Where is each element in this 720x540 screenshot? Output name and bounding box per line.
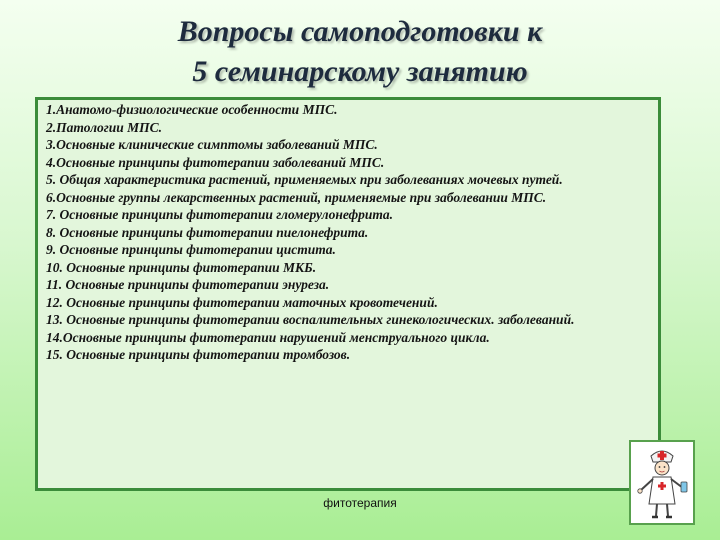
question-item-2: 2.Патологии МПС. bbox=[46, 119, 163, 135]
nurse-with-medical-cross-icon bbox=[629, 440, 695, 525]
question-item-5: 5. Общая характеристика растений, применяемых при заболеваниях мочевых путей. bbox=[46, 172, 563, 187]
footer-label: фитотерапия bbox=[323, 496, 397, 510]
question-item-1: 1.Анатомо-физиологические особенности МПС. bbox=[46, 102, 338, 117]
questions-box bbox=[35, 97, 661, 491]
question-item-10: 10. Основные принципы фитотерапии МКБ. bbox=[46, 259, 317, 275]
slide-title bbox=[40, 12, 680, 92]
question-item-12: 12. Основные принципы фитотерапии маточных кровотечений. bbox=[46, 294, 438, 310]
question-item-11: 11. Основные принципы фитотерапии энуреза. bbox=[46, 277, 330, 292]
question-item-3: 3.Основные клинические симптомы заболеваний МПС. bbox=[46, 137, 378, 152]
question-item-4: 4.Основные принципы фитотерапии заболеваний МПС. bbox=[46, 154, 385, 170]
question-item-14: 14.Основные принципы фитотерапии нарушений менструального цикла. bbox=[46, 329, 490, 345]
question-item-9: 9. Основные принципы фитотерапии цистита. bbox=[46, 242, 336, 257]
questions-list bbox=[46, 101, 650, 364]
slide-title-line-1: Вопросы самоподготовки к bbox=[177, 15, 543, 48]
question-item-13: 13. Основные принципы фитотерапии воспалительных гинекологических. заболеваний. bbox=[46, 312, 575, 327]
question-item-15: 15. Основные принципы фитотерапии тромбозов. bbox=[46, 347, 351, 362]
question-item-8: 8. Основные принципы фитотерапии пиелонефрита. bbox=[46, 224, 369, 240]
question-item-6: 6.Основные группы лекарственных растений, применяемые при заболевании МПС. bbox=[46, 189, 547, 205]
slide-title-line-2: 5 семинарскому занятию bbox=[192, 55, 528, 88]
question-item-7: 7. Основные принципы фитотерапии гломерулонефрита. bbox=[46, 207, 394, 222]
